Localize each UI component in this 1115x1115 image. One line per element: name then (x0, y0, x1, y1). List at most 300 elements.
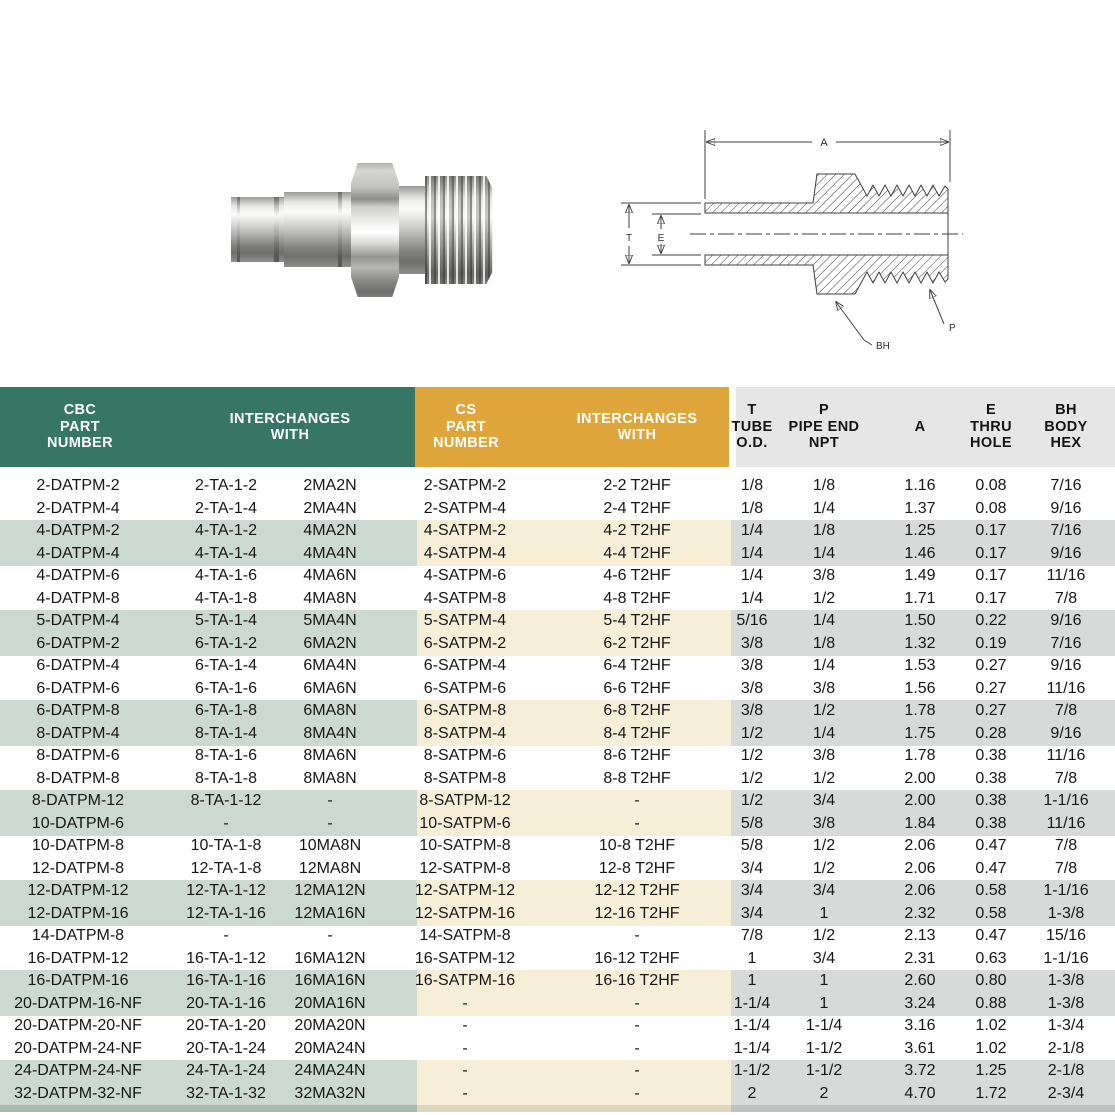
thru-hole-cell: 1.02 (975, 1017, 1007, 1034)
header-line: PART (60, 418, 100, 435)
dim-a-cell: 3.61 (904, 1039, 936, 1057)
pipe-end-cell: 1/2 (812, 589, 836, 607)
header-line: CBC (63, 402, 97, 419)
body-hex-cell: 9/16 (1050, 612, 1082, 629)
cs-part-cell: 4-SATPM-8 (423, 589, 507, 607)
cbc-part-cell: 20-DATPM-24-NF (14, 1039, 142, 1057)
interchange-ta-cell: 6-TA-1-4 (195, 657, 257, 674)
interchange-ma-cell: 12MA16N (294, 904, 366, 922)
photo-tube-groove (237, 197, 240, 262)
thru-hole-cell: 0.08 (975, 499, 1007, 517)
table-row (0, 880, 1115, 903)
pipe-end-cell: 3/4 (812, 882, 836, 899)
tube-od-cell: 5/8 (740, 837, 764, 854)
tube-od-cell: 3/8 (740, 657, 764, 674)
dim-a-cell: 1.78 (904, 747, 936, 764)
thru-hole-cell: 0.17 (975, 544, 1007, 562)
dim-a-cell: 3.24 (904, 994, 936, 1012)
header-line: WITH (270, 427, 310, 443)
cs-part-cell: - (462, 994, 468, 1012)
table-row (0, 610, 1115, 633)
cs-part-cell: 5-SATPM-4 (423, 612, 507, 629)
col-header-cs-interchanges (557, 387, 717, 467)
body-hex-cell: 11/16 (1046, 814, 1086, 832)
interchange-ma-cell: 6MA8N (303, 702, 357, 719)
pipe-end-cell: 1/2 (812, 927, 836, 944)
cbc-part-cell: 4-DATPM-2 (36, 522, 120, 539)
interchange-ta-cell: 5-TA-1-4 (195, 612, 257, 629)
pipe-end-cell: 1/4 (812, 499, 836, 517)
thru-hole-cell: 0.28 (975, 724, 1007, 742)
thru-hole-cell: 1.02 (975, 1039, 1007, 1057)
cs-part-cell: 6-SATPM-6 (423, 679, 507, 697)
table-row (0, 1015, 1115, 1038)
cbc-part-cell: 5-DATPM-4 (36, 612, 120, 629)
interchange-ma-cell: 6MA6N (303, 679, 357, 697)
interchange-ta-cell: - (223, 927, 229, 944)
cs-part-cell: 10-SATPM-6 (419, 814, 511, 832)
tube-od-cell: 1/2 (740, 724, 764, 742)
cbc-part-cell: 32-DATPM-32-NF (14, 1084, 142, 1102)
interchange-ta-cell: 16-TA-1-16 (186, 972, 266, 989)
thru-hole-cell: 0.38 (975, 792, 1007, 809)
photo-hex-nut (351, 163, 399, 297)
interchange-t2hf-cell: - (634, 792, 640, 809)
cs-part-cell: 8-SATPM-6 (423, 747, 507, 764)
interchange-ma-cell: 4MA2N (303, 522, 357, 539)
header-line: INTERCHANGES (576, 410, 698, 427)
tube-od-cell: 1/4 (740, 544, 764, 562)
dim-a-cell: 2.00 (904, 769, 936, 787)
cs-part-cell: 4-SATPM-2 (423, 522, 507, 539)
pipe-end-cell: 1/8 (812, 634, 836, 652)
header-line: NUMBER (46, 435, 114, 452)
tube-od-cell: 1/2 (740, 769, 764, 787)
thru-hole-cell: 0.17 (975, 522, 1007, 539)
interchange-t2hf-cell: 4-6 T2HF (603, 567, 671, 584)
pipe-end-cell: 1/2 (812, 837, 836, 854)
interchange-t2hf-cell: - (634, 1062, 640, 1079)
interchange-ta-cell: 2-TA-1-4 (195, 499, 257, 517)
table-row (0, 498, 1115, 521)
cbc-part-cell: 12-DATPM-12 (27, 882, 129, 899)
dim-a-cell: 1.56 (904, 679, 936, 697)
interchange-ma-cell: 16MA16N (294, 972, 366, 989)
table-row (0, 633, 1115, 656)
cbc-part-cell: 8-DATPM-4 (36, 724, 120, 742)
dim-a-cell: 2.06 (904, 837, 936, 854)
cs-part-cell: 14-SATPM-8 (419, 927, 511, 944)
pipe-end-cell: 1/4 (812, 724, 836, 742)
drawing-lower-wall (705, 255, 948, 294)
interchange-t2hf-cell: 8-6 T2HF (603, 747, 671, 764)
interchange-ma-cell: 8MA4N (303, 724, 357, 742)
cs-part-cell: 12-SATPM-8 (419, 859, 511, 877)
interchange-ta-cell: 2-TA-1-2 (195, 477, 257, 494)
body-hex-cell: 1-3/8 (1047, 994, 1085, 1012)
tube-od-cell: 1 (747, 972, 757, 989)
cs-part-cell: - (462, 1062, 468, 1079)
cs-part-cell: 12-SATPM-16 (414, 904, 516, 922)
interchange-ma-cell: 20MA24N (294, 1039, 366, 1057)
tube-od-cell: 7/8 (740, 927, 764, 944)
interchange-ta-cell: 20-TA-1-16 (186, 994, 266, 1012)
tube-od-cell: 5/8 (740, 814, 764, 832)
cs-part-cell: 4-SATPM-4 (423, 544, 507, 562)
tube-od-cell: 1/8 (740, 477, 764, 494)
cbc-part-cell: 6-DATPM-8 (36, 702, 120, 719)
interchange-ma-cell: 12MA8N (298, 859, 362, 877)
table-row (0, 678, 1115, 701)
interchange-ta-cell: 20-TA-1-20 (186, 1017, 266, 1034)
body-hex-cell: 7/16 (1050, 634, 1082, 652)
interchange-ta-cell: 16-TA-1-12 (186, 949, 266, 967)
cbc-part-cell: 20-DATPM-20-NF (14, 1017, 142, 1034)
tube-od-cell: 1-1/4 (733, 1017, 771, 1034)
pipe-end-cell: 1-1/2 (805, 1062, 843, 1079)
pipe-end-cell: 1-1/4 (805, 1017, 843, 1034)
interchange-ta-cell: 8-TA-1-8 (195, 769, 257, 787)
thru-hole-cell: 0.38 (975, 769, 1007, 787)
interchange-ta-cell: 4-TA-1-2 (195, 522, 257, 539)
interchange-ma-cell: 32MA32N (294, 1084, 366, 1102)
header-line: BODY (1044, 418, 1088, 435)
interchange-ta-cell: 4-TA-1-4 (195, 544, 257, 562)
interchange-ta-cell: 12-TA-1-12 (186, 882, 266, 899)
header-line: BH (1055, 402, 1077, 419)
interchange-t2hf-cell: 16-16 T2HF (594, 972, 680, 989)
table-row (0, 813, 1115, 836)
thru-hole-cell: 0.58 (975, 904, 1007, 922)
cs-part-cell: 10-SATPM-8 (419, 837, 511, 854)
col-header-cs-part-number (386, 387, 546, 467)
pipe-end-cell: 1 (819, 904, 829, 922)
cs-part-cell: 16-SATPM-12 (414, 949, 516, 967)
interchange-ta-cell: 10-TA-1-8 (190, 837, 262, 854)
header-line: T (747, 402, 757, 419)
thru-hole-cell: 0.38 (975, 747, 1007, 764)
tube-od-cell: 1/4 (740, 522, 764, 539)
dim-a-cell: 1.75 (904, 724, 936, 742)
cbc-part-cell: 8-DATPM-12 (31, 792, 125, 809)
dim-a-cell: 1.49 (904, 567, 936, 584)
table-row (0, 903, 1115, 926)
cs-part-cell: 8-SATPM-12 (419, 792, 511, 809)
body-hex-cell: 2-3/4 (1047, 1084, 1085, 1102)
interchange-t2hf-cell: 8-8 T2HF (603, 769, 671, 787)
body-hex-cell: 7/16 (1050, 522, 1082, 539)
cbc-part-cell: 8-DATPM-6 (36, 747, 120, 764)
interchange-t2hf-cell: 6-8 T2HF (603, 702, 671, 719)
body-hex-cell: 7/16 (1050, 477, 1082, 494)
dimension-label-e: E (657, 233, 665, 244)
pipe-end-cell: 1/2 (812, 769, 836, 787)
interchange-ma-cell: 24MA24N (294, 1062, 366, 1079)
dim-a-cell: 1.78 (904, 702, 936, 719)
interchange-t2hf-cell: - (634, 1084, 640, 1102)
cbc-part-cell: 6-DATPM-2 (36, 634, 120, 652)
dim-a-cell: 1.84 (904, 814, 936, 832)
interchange-ma-cell: 20MA20N (294, 1017, 366, 1034)
photo-threaded-end (425, 176, 493, 284)
pipe-end-cell: 3/8 (812, 814, 836, 832)
thru-hole-cell: 0.22 (975, 612, 1007, 629)
pipe-end-cell: 3/8 (812, 747, 836, 764)
body-hex-cell: 9/16 (1050, 657, 1082, 674)
header-line: O.D. (736, 435, 768, 452)
tube-od-cell: 1/2 (740, 747, 764, 764)
header-line: P (818, 402, 830, 419)
thru-hole-cell: 0.63 (975, 949, 1007, 967)
header-line: WITH (617, 427, 657, 443)
header-line: TUBE (731, 418, 773, 435)
dim-a-cell: 2.00 (904, 792, 936, 809)
dim-a-cell: 2.32 (904, 904, 936, 922)
interchange-ta-cell: 8-TA-1-4 (195, 724, 257, 742)
thru-hole-cell: 0.80 (975, 972, 1007, 989)
body-hex-cell: 7/8 (1054, 859, 1078, 877)
body-hex-cell: 2-1/8 (1047, 1062, 1085, 1079)
header-line: HOLE (970, 435, 1012, 452)
tube-od-cell: 1/4 (740, 567, 764, 584)
table-row (0, 723, 1115, 746)
header-line: THRU (970, 418, 1012, 435)
tube-od-cell: 1 (747, 949, 757, 967)
callout-label-p: P (949, 323, 956, 334)
header-line: NUMBER (432, 435, 500, 452)
interchange-ta-cell: 12-TA-1-8 (190, 859, 262, 877)
dim-a-cell: 1.25 (904, 522, 936, 539)
cbc-part-cell: 6-DATPM-6 (36, 679, 120, 697)
interchange-ta-cell: 12-TA-1-16 (186, 904, 266, 922)
tube-od-cell: 3/8 (740, 634, 764, 652)
cbc-part-cell: 4-DATPM-6 (36, 567, 120, 584)
header-line: HEX (1050, 435, 1082, 452)
interchange-t2hf-cell: 5-4 T2HF (603, 612, 671, 629)
interchange-ta-cell: 24-TA-1-24 (186, 1062, 266, 1079)
header-line: E (985, 402, 997, 419)
dim-a-cell: 2.06 (904, 882, 936, 899)
cbc-part-cell: 16-DATPM-12 (27, 949, 129, 967)
interchange-ma-cell: 5MA4N (303, 612, 357, 629)
interchange-ma-cell: - (327, 927, 333, 944)
interchange-t2hf-cell: 4-2 T2HF (603, 522, 671, 539)
table-header (0, 387, 1115, 467)
pipe-end-cell: 1/4 (812, 612, 836, 629)
thru-hole-cell: 0.38 (975, 814, 1007, 832)
dim-a-cell: 2.13 (904, 927, 936, 944)
cs-part-cell: 8-SATPM-4 (423, 724, 507, 742)
body-hex-cell: 1-1/16 (1043, 792, 1089, 809)
tube-od-cell: 3/8 (740, 679, 764, 697)
dim-a-cell: 1.46 (904, 544, 936, 562)
cbc-part-cell: 20-DATPM-16-NF (14, 994, 142, 1012)
interchange-t2hf-cell: 16-12 T2HF (594, 949, 680, 967)
tube-od-cell: 3/8 (740, 702, 764, 719)
cs-part-cell: 6-SATPM-4 (423, 657, 507, 674)
thru-hole-cell: 0.58 (975, 882, 1007, 899)
tube-od-cell: 3/4 (740, 859, 764, 877)
table-row (0, 768, 1115, 791)
tube-od-cell: 5/16 (736, 612, 768, 629)
interchange-ma-cell: 4MA4N (303, 544, 357, 562)
pipe-end-cell: 1/8 (812, 477, 836, 494)
drawing-upper-wall (705, 174, 948, 213)
photo-tube-groove (338, 192, 342, 267)
body-hex-cell: 7/8 (1054, 837, 1078, 854)
technical-drawing (610, 118, 1080, 363)
thru-hole-cell: 0.47 (975, 837, 1007, 854)
interchange-ma-cell: 2MA4N (303, 499, 357, 517)
cbc-part-cell: 10-DATPM-6 (31, 814, 125, 832)
dim-a-cell: 1.37 (904, 499, 936, 517)
header-line: PART (446, 418, 486, 435)
cbc-part-cell: 16-DATPM-16 (27, 972, 129, 989)
interchange-t2hf-cell: 4-4 T2HF (603, 544, 671, 562)
interchange-ta-cell: 32-TA-1-32 (186, 1084, 266, 1102)
interchange-t2hf-cell: 6-4 T2HF (603, 657, 671, 674)
pipe-end-cell: 3/8 (812, 679, 836, 697)
tube-od-cell: 1/8 (740, 499, 764, 517)
callout-label-bh: BH (876, 341, 890, 352)
body-hex-cell: 7/8 (1054, 769, 1078, 787)
interchange-ta-cell: 8-TA-1-6 (195, 747, 257, 764)
table-row (0, 925, 1115, 948)
pipe-end-cell: 1-1/2 (805, 1039, 843, 1057)
interchange-ta-cell: 6-TA-1-8 (195, 702, 257, 719)
dim-a-cell: 1.71 (904, 589, 936, 607)
thru-hole-cell: 0.47 (975, 859, 1007, 877)
thru-hole-cell: 0.19 (975, 634, 1007, 652)
tube-od-cell: 1-1/4 (733, 1039, 771, 1057)
thru-hole-cell: 0.27 (975, 702, 1007, 719)
pipe-end-cell: 1/2 (812, 702, 836, 719)
photo-tube-groove (274, 197, 279, 262)
interchange-t2hf-cell: 4-8 T2HF (603, 589, 671, 607)
pipe-end-cell: 1 (819, 972, 829, 989)
photo-collar (399, 186, 425, 274)
pipe-end-cell: 3/8 (812, 567, 836, 584)
interchange-t2hf-cell: 2-4 T2HF (603, 499, 671, 517)
cs-part-cell: 12-SATPM-12 (414, 882, 516, 899)
table-row (0, 790, 1115, 813)
interchange-ma-cell: 4MA6N (303, 567, 357, 584)
interchange-t2hf-cell: 12-8 T2HF (598, 859, 676, 877)
col-header-body-hex (1026, 387, 1106, 467)
pipe-end-cell: 1/2 (812, 859, 836, 877)
table-bottom-border (0, 1105, 1115, 1112)
interchange-ta-cell: 6-TA-1-6 (195, 679, 257, 697)
tube-od-cell: 1-1/4 (733, 994, 771, 1012)
interchange-t2hf-cell: - (634, 1039, 640, 1057)
interchange-ta-cell: 8-TA-1-12 (190, 792, 262, 809)
body-hex-cell: 7/8 (1054, 589, 1078, 607)
table-row (0, 543, 1115, 566)
interchange-ta-cell: - (223, 814, 229, 832)
tube-od-cell: 1/2 (740, 792, 764, 809)
thru-hole-cell: 0.47 (975, 927, 1007, 944)
table-row (0, 475, 1115, 498)
cs-part-cell: 16-SATPM-16 (414, 972, 516, 989)
interchange-t2hf-cell: 8-4 T2HF (603, 724, 671, 742)
body-hex-cell: 11/16 (1046, 747, 1086, 764)
tube-od-cell: 1-1/2 (733, 1062, 771, 1079)
cs-part-cell: 2-SATPM-4 (423, 499, 507, 517)
body-hex-cell: 1-3/8 (1047, 904, 1085, 922)
header-line: NPT (808, 435, 840, 452)
header-line: A (914, 418, 926, 435)
cbc-part-cell: 12-DATPM-16 (27, 904, 129, 922)
dim-a-cell: 3.72 (904, 1062, 936, 1079)
table-row (0, 1083, 1115, 1106)
tube-od-cell: 1/4 (740, 589, 764, 607)
thru-hole-cell: 0.08 (975, 477, 1007, 494)
table-row (0, 655, 1115, 678)
header-line: PIPE END (788, 418, 860, 435)
interchange-ma-cell: 10MA8N (298, 837, 362, 854)
dim-a-cell: 4.70 (904, 1084, 936, 1102)
pipe-end-cell: 3/4 (812, 792, 836, 809)
interchange-ma-cell: 6MA4N (303, 657, 357, 674)
header-line: CS (455, 402, 477, 419)
interchange-t2hf-cell: 10-8 T2HF (598, 837, 676, 854)
header-line: INTERCHANGES (229, 410, 351, 427)
body-hex-cell: 2-1/8 (1047, 1039, 1085, 1057)
pipe-end-cell: 1/4 (812, 657, 836, 674)
interchange-ma-cell: 4MA8N (303, 589, 357, 607)
cs-part-cell: 4-SATPM-6 (423, 567, 507, 584)
table-row (0, 948, 1115, 971)
cs-part-cell: - (462, 1084, 468, 1102)
interchange-ta-cell: 4-TA-1-8 (195, 589, 257, 607)
col-header-thru-hole (951, 387, 1031, 467)
table-row (0, 970, 1115, 993)
cbc-part-cell: 4-DATPM-4 (36, 544, 120, 562)
table-row (0, 588, 1115, 611)
cbc-part-cell: 4-DATPM-8 (36, 589, 120, 607)
body-hex-cell: 9/16 (1050, 499, 1082, 517)
col-header-a (880, 387, 960, 467)
cbc-part-cell: 2-DATPM-4 (36, 499, 120, 517)
interchange-ma-cell: 16MA12N (294, 949, 366, 967)
product-photo (220, 150, 505, 310)
interchange-t2hf-cell: 6-6 T2HF (603, 679, 671, 697)
col-header-cbc-interchanges (210, 387, 370, 467)
thru-hole-cell: 0.27 (975, 679, 1007, 697)
cbc-part-cell: 10-DATPM-8 (31, 837, 125, 854)
body-hex-cell: 15/16 (1045, 927, 1087, 944)
dim-a-cell: 1.50 (904, 612, 936, 629)
dimension-label-t: T (625, 233, 633, 244)
interchange-t2hf-cell: 6-2 T2HF (603, 634, 671, 652)
cbc-part-cell: 24-DATPM-24-NF (14, 1062, 142, 1079)
dim-a-cell: 1.32 (904, 634, 936, 652)
pipe-end-cell: 1/8 (812, 522, 836, 539)
cs-part-cell: 6-SATPM-2 (423, 634, 507, 652)
pipe-end-cell: 2 (819, 1084, 829, 1102)
dimension-label-a: A (820, 137, 828, 149)
interchange-ma-cell: - (327, 814, 333, 832)
thru-hole-cell: 0.88 (975, 994, 1007, 1012)
interchange-t2hf-cell: - (634, 1017, 640, 1034)
body-hex-cell: 1-3/8 (1047, 972, 1085, 989)
table-row (0, 700, 1115, 723)
interchange-ma-cell: 12MA12N (294, 882, 366, 899)
interchange-t2hf-cell: - (634, 994, 640, 1012)
tube-od-cell: 2 (747, 1084, 757, 1102)
interchange-t2hf-cell: 12-16 T2HF (594, 904, 680, 922)
interchange-ma-cell: 8MA8N (303, 769, 357, 787)
